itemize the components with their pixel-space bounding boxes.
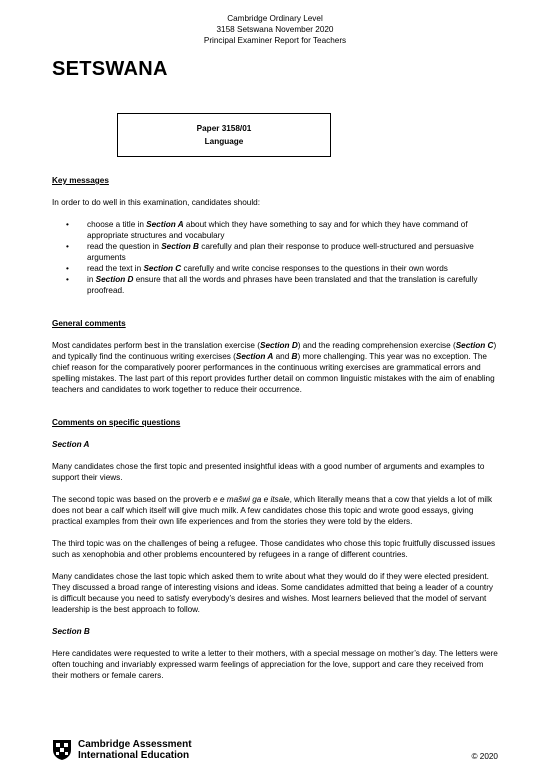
crest-icon xyxy=(52,739,72,761)
header-line-1: Cambridge Ordinary Level xyxy=(227,14,323,23)
copyright-notice: © 2020 xyxy=(471,752,498,761)
section-a-paragraph-4: Many candidates chose the last topic which asked them to write about what they would do if they were elected president. They discussed a broad range of interesting visions and ideas. Some candidates admitted that being a leader of a country is difficult because you need to satisfy everybody’s desires and wishes. Most learners believed that the model of servant leadership is the best approach to follow. xyxy=(52,572,494,614)
bullet-icon: • xyxy=(66,275,69,284)
section-a-paragraph-3: The third topic was on the challenges of being a refugee. Those candidates who chose this topic fruitfully discussed issues such as xenophobia and other problems encountered by refugees in a range of different countries. xyxy=(52,539,496,559)
specific-comments-heading: Comments on specific questions xyxy=(52,418,181,427)
cambridge-logo xyxy=(52,739,192,761)
section-b-paragraph-1: Here candidates were requested to write a letter to their mothers, with a special message on mother’s day. The letters were often touching and invariably expressed warm feelings of appreciation for the love, support and care they received from their mothers or female carers. xyxy=(52,649,498,680)
bullet-icon: • xyxy=(66,220,69,229)
paper-component: Language xyxy=(204,137,244,146)
proverb: e e mašwi ga e itsale xyxy=(213,495,290,504)
report-body xyxy=(52,175,498,681)
list-item: • choose a title in Section A about which they have something to say and for which they have command of appropriate structures and vocabulary xyxy=(66,220,468,240)
page-title: SETSWANA xyxy=(52,58,168,80)
section-a-paragraph-1: Many candidates chose the first topic and presented insightful ideas with a good number of arguments and examples to support their views. xyxy=(52,462,485,482)
list-item: • read the question in Section B carefully and plan their response to produce well-structured and persuasive arguments xyxy=(66,242,474,262)
key-messages-list xyxy=(52,219,498,296)
list-item: • in Section D ensure that all the words and phrases have been translated and that the translation is carefully proofread. xyxy=(66,275,478,295)
header-line-3: Principal Examiner Report for Teachers xyxy=(203,36,347,45)
general-comments-heading: General comments xyxy=(52,319,126,328)
section-a-paragraph-2: The second topic was based on the proverb e e mašwi ga e itsale, which literally means that a cow that yields a lot of milk does not bear a calf which itself will give much milk. A few candidates chose this topic and wrote good essays, giving practical examples from their own life experiences and from the stories they were told by the elders. xyxy=(52,495,493,526)
logo-line-1: Cambridge Assessment xyxy=(78,739,192,750)
paper-info-box xyxy=(117,113,331,157)
logo-line-2: International Education xyxy=(78,750,190,761)
list-item: • read the text in Section C carefully and write concise responses to the questions in their own words xyxy=(66,264,448,273)
section-b-heading: Section B xyxy=(52,627,90,636)
page-footer xyxy=(52,739,498,763)
general-comments-text: Most candidates perform best in the translation exercise (Section D) and the reading comprehension exercise (Section C) and typically find the continuous writing exercises (Section A and B) more challenging. This year was no exception. The chief reason for the comparatively poorer performances in the continuous writing exercises are grammatical errors and spelling mistakes. The last part of this report provides further detail on common linguistic mistakes with the aim of enabling teachers and candidates to work together to reduce their occurrence. xyxy=(52,341,497,394)
bullet-icon: • xyxy=(66,242,69,251)
key-messages-intro: In order to do well in this examination, candidates should: xyxy=(52,198,260,207)
bullet-icon: • xyxy=(66,264,69,273)
section-a-heading: Section A xyxy=(52,440,90,449)
report-header xyxy=(0,13,550,46)
paper-number: Paper 3158/01 xyxy=(196,124,252,133)
header-line-2: 3158 Setswana November 2020 xyxy=(216,25,334,34)
key-messages-heading: Key messages xyxy=(52,176,109,185)
